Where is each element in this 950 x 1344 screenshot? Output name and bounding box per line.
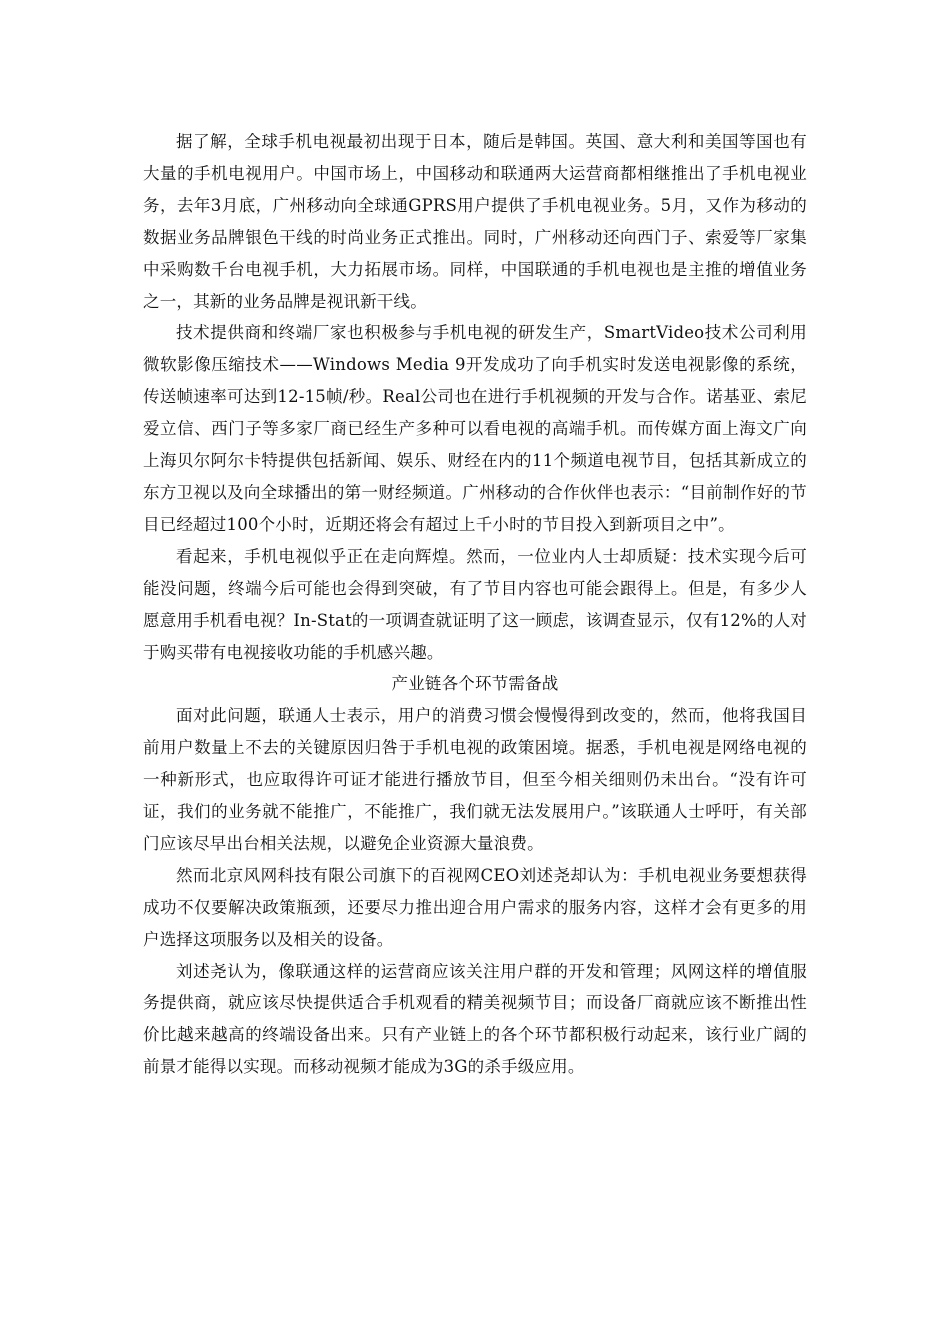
paragraph-industry-chain: 刘述尧认为，像联通这样的运营商应该关注用户群的开发和管理；风网这样的增值服务提供商，就应该尽快提供适合手机观看的精美视频节目；而设备厂商就应该不断推出性价比越来越高的终端设备出来。只有产业链上的各个环节都积极行动起来，该行业广阔的前景才能得以实现。而移动视频才能成为3G的杀手级应用。 [143, 961, 807, 1077]
paragraph-unicom-policy: 面对此问题，联通人士表示，用户的消费习惯会慢慢得到改变的，然而，他将我国目前用户数量上不去的关键原因归咎于手机电视的政策困境。据悉，手机电视是网络电视的一种新形式，也应取得许可证才能进行播放节目，但至今相关细则仍未出台。“没有许可证，我们的业务就不能推广，不能推广，我们就无法发展用户。”该联通人士呼吁，有关部门应该尽早出台相关法规，以避免企业资源大量浪费。 [143, 706, 807, 853]
paragraph-intro: 据了解，全球手机电视最初出现于日本，随后是韩国。英国、意大利和美国等国也有大量的手机电视用户。中国市场上，中国移动和联通两大运营商都相继推出了手机电视业务，去年3月底，广州移动向全球通GPRS用户提供了手机电视业务。5月，又作为移动的数据业务品牌银色干线的时尚业务正式推出。同时，广州移动还向西门子、索爱等厂家集中采购数千台电视手机，大力拓展市场。同样，中国联通的手机电视也是主推的增值业务之一，其新的业务品牌是视讯新干线。 [143, 132, 807, 311]
paragraph-ceo-view: 然而北京风网科技有限公司旗下的百视网CEO刘述尧却认为：手机电视业务要想获得成功不仅要解决政策瓶颈，还要尽力推出迎合用户需求的服务内容，这样才会有更多的用户选择这项服务以及相关的设备。 [143, 865, 807, 949]
paragraph-tech-providers: 技术提供商和终端厂家也积极参与手机电视的研发生产，SmartVideo技术公司利用微软影像压缩技术——Windows Media 9开发成功了向手机实时发送电视影像的系统，传送帧速率可达到12-15帧/秒。Real公司也在进行手机视频的开发与合作。诺基亚、索尼爱立信、西门子等多家厂商已经生产多种可以看电视的高端手机。而传媒方面上海文广向上海贝尔阿尔卡特提供包括新闻、娱乐、财经在内的11个频道电视节目，包括其新成立的东方卫视以及向全球播出的第一财经频道。广州移动的合作伙伴也表示：“目前制作好的节目已经超过100个小时，近期还将会有超过上千小时的节目投入到新项目之中”。 [143, 323, 807, 534]
paragraph-doubts: 看起来，手机电视似乎正在走向辉煌。然而，一位业内人士却质疑：技术实现今后可能没问题，终端今后可能也会得到突破，有了节目内容也可能会跟得上。但是，有多少人愿意用手机看电视？In-Stat的一项调查就证明了这一顾虑，该调查显示，仅有12%的人对于购买带有电视接收功能的手机感兴趣。 [143, 546, 807, 662]
document-page [143, 126, 807, 1083]
section-heading: 产业链各个环节需备战 [391, 674, 559, 694]
